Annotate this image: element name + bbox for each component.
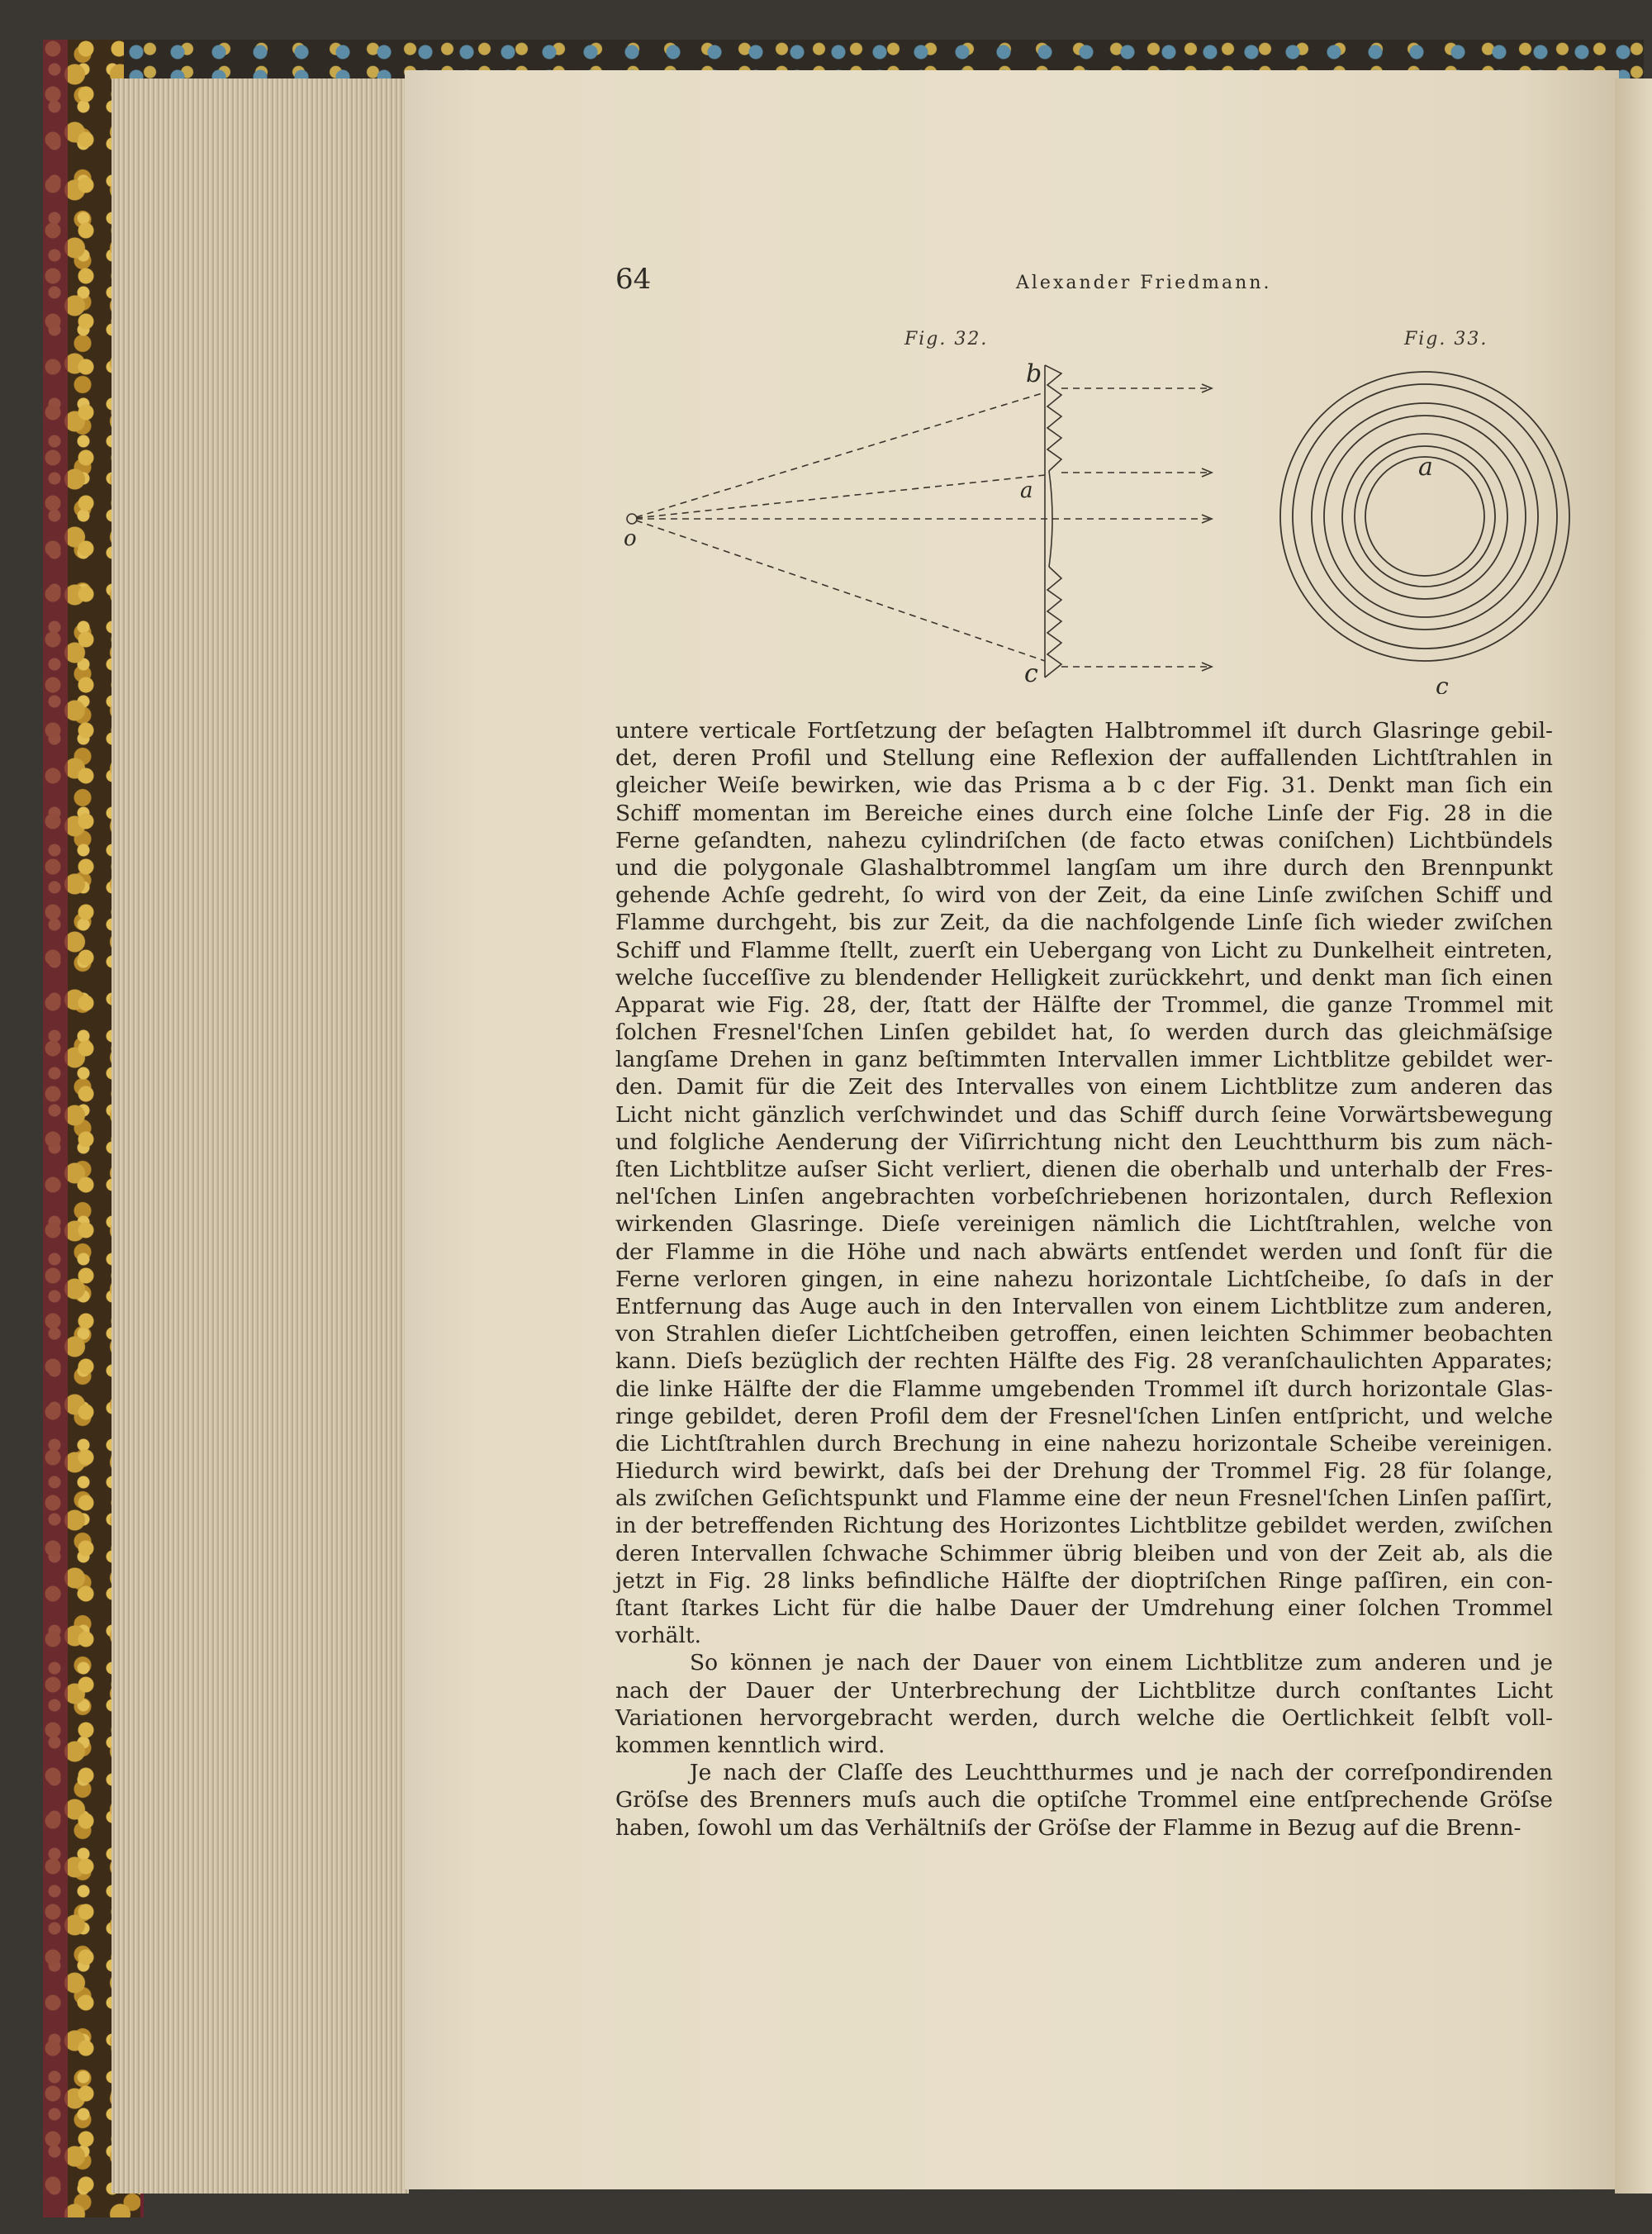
text-line: und die polygonale Glashalbtrommel langſam um ihre durch den Brennpunkt — [615, 854, 1553, 881]
ray-o-c — [636, 520, 1045, 661]
text-line: Gröſse des Brenners muſs auch die optiſche Trommel eine entſprechende Gröſse — [615, 1787, 1553, 1813]
text-line: welche ſucceſſive zu blendender Helligkeit zurückkehrt, und denkt man ſich einen — [615, 964, 1553, 991]
label-c: c — [1436, 673, 1449, 694]
book-cover-leather-edge — [43, 40, 68, 2217]
lens-profile-lower — [1045, 567, 1061, 677]
text-line: ringe gebildet, deren Profil dem der Fresnel'ſchen Linſen entſpricht, und welche — [615, 1403, 1553, 1429]
text-line: Variationen hervorgebracht werden, durch welche die Oertlichkeit ſelbſt voll- — [615, 1704, 1553, 1731]
running-head: Alexander Friedmann. — [1016, 273, 1272, 293]
text-line: kann. Dieſs bezüglich der rechten Hälfte des Fig. 28 veranſchaulichten Apparates; — [615, 1348, 1553, 1375]
lens-profile-center — [1049, 471, 1052, 567]
text-line: ſtant ſtarkes Licht für die halbe Dauer der Umdrehung einer ſolchen Trommel — [615, 1595, 1553, 1621]
text-line: Entfernung das Auge auch in den Intervallen von einem Lichtblitze zum anderen, — [615, 1293, 1553, 1319]
text-line: nach der Dauer der Unterbrechung der Lichtblitze durch conſtantes Licht — [615, 1677, 1553, 1704]
text-line: Flamme durchgeht, bis zur Zeit, da die nachfolgende Linſe ſich wieder zwiſchen — [615, 910, 1553, 936]
text-line: langſame Drehen in ganz beſtimmten Intervallen immer Lichtblitze gebildet wer- — [615, 1047, 1553, 1073]
text-line: deren Intervallen ſchwache Schimmer übrig bleiben und von der Zeit ab, als die — [615, 1540, 1553, 1566]
text-line: in der betreffenden Richtung des Horizontes Lichtblitze gebildet werden, zwiſchen — [615, 1513, 1553, 1539]
text-line: von Strahlen dieſer Lichtſcheiben getroffen, einen leichten Schimmer beobachten — [615, 1321, 1553, 1348]
text-line: Ferne geſandten, nahezu cylindriſchen (de facto etwas coniſchen) Lichtbündels — [615, 827, 1553, 853]
text-line: kommen kenntlich wird. — [615, 1732, 885, 1758]
text-line: jetzt in Fig. 28 links befindliche Hälfte der dioptriſchen Ringe paſſiren, ein con- — [615, 1567, 1553, 1594]
page-stack-edge — [112, 78, 409, 2194]
label-a: a — [1020, 478, 1033, 503]
text-line: die linke Hälfte der die Flamme umgebenden Trommel iſt durch horizontale Glas- — [615, 1376, 1553, 1402]
text-line: als zwiſchen Geſichtspunkt und Flamme eine der neun Fresnel'ſchen Linſen paſſirt, — [615, 1485, 1553, 1512]
text-line: ſolchen Fresnel'ſchen Linſen gebildet hat, ſo werden durch das gleichmäſsige — [615, 1020, 1553, 1046]
text-line: Licht nicht gänzlich verſchwindet und das Schiff durch ſeine Vorwärtsbewegung — [615, 1101, 1553, 1128]
text-line: So können je nach der Dauer von einem Lichtblitze zum anderen und je — [690, 1650, 1553, 1676]
text-line: gleicher Weiſe bewirken, wie das Prisma a b c der Fig. 31. Denkt man ſich ein — [615, 772, 1553, 799]
lens-profile-upper — [1045, 365, 1061, 677]
ring-2 — [1293, 384, 1557, 649]
text-line: wirkenden Glasringe. Dieſe vereinigen nämlich die Lichtſtrahlen, welche von — [615, 1211, 1553, 1238]
figure-32-prism-diagram — [603, 347, 1239, 694]
source-point-o — [627, 514, 637, 524]
label-b: b — [1026, 359, 1042, 388]
text-line: den. Damit für die Zeit des Intervalles von einem Lichtblitze zum anderen das — [615, 1074, 1553, 1100]
page-header — [615, 263, 1582, 304]
figure-33-caption: Fig. 33. — [1404, 329, 1488, 349]
text-line: Ferne verloren gingen, in eine nahezu horizontale Lichtſcheibe, ſo daſs in der — [615, 1266, 1553, 1292]
text-line: det, deren Profil und Stellung eine Reflexion der auffallenden Lichtſtrahlen in — [615, 745, 1553, 772]
text-line: Schiff und Flamme ſtellt, zuerſt ein Uebergang von Licht zu Dunkelheit eintreten, — [615, 937, 1553, 963]
ring-3 — [1312, 403, 1538, 630]
text-line: Schiff momentan im Bereiche eines durch eine ſolche Linſe der Fig. 28 in die — [615, 800, 1553, 826]
text-line: der Flamme in die Höhe und nach abwärts entſendet werden und ſonſt für die — [615, 1238, 1553, 1265]
label-o: o — [624, 526, 637, 551]
label-c: c — [1024, 659, 1038, 688]
page-number: 64 — [615, 263, 652, 296]
label-a: a — [1418, 453, 1433, 482]
text-line: haben, ſowohl um das Verhältniſs der Gröſse der Flamme in Bezug auf die Brenn- — [615, 1814, 1521, 1841]
body-text — [615, 717, 1553, 1842]
facing-page-edge — [1615, 78, 1652, 2194]
ray-o-upper — [636, 475, 1045, 518]
text-line: untere verticale Fortſetzung der beſagten Halbtrommel iſt durch Glasringe gebil- — [615, 718, 1553, 744]
text-line: gehende Achſe gedreht, ſo wird von der Zeit, da eine Linſe zwiſchen Schiff und — [615, 882, 1553, 909]
text-line: nel'ſchen Linſen angebrachten vorbeſchriebenen horizontalen, durch Reflexion — [615, 1184, 1553, 1210]
text-line: die Lichtſtrahlen durch Brechung in eine nahezu horizontale Scheibe vereinigen. — [615, 1430, 1553, 1457]
figure-33-ring-diagram — [1272, 355, 1578, 694]
figure-32-caption: Fig. 32. — [904, 329, 989, 349]
text-line: vorhält. — [615, 1623, 702, 1649]
text-line: ſten Lichtblitze auſser Sicht verliert, dienen die oberhalb und unterhalb der Fres- — [615, 1157, 1553, 1182]
text-line: Je nach der Claſſe des Leuchtthurmes und je nach der correſpondirenden — [690, 1760, 1553, 1786]
text-line: und folgliche Aenderung der Viſirrichtung nicht den Leuchtthurm bis zum näch- — [615, 1129, 1553, 1155]
text-line: Hiedurch wird bewirkt, daſs bei der Drehung der Trommel Fig. 28 für ſolange, — [615, 1458, 1553, 1485]
ray-o-b — [636, 392, 1045, 517]
text-line: Apparat wie Fig. 28, der, ſtatt der Hälfte der Trommel, die ganze Trommel mit — [615, 991, 1553, 1018]
